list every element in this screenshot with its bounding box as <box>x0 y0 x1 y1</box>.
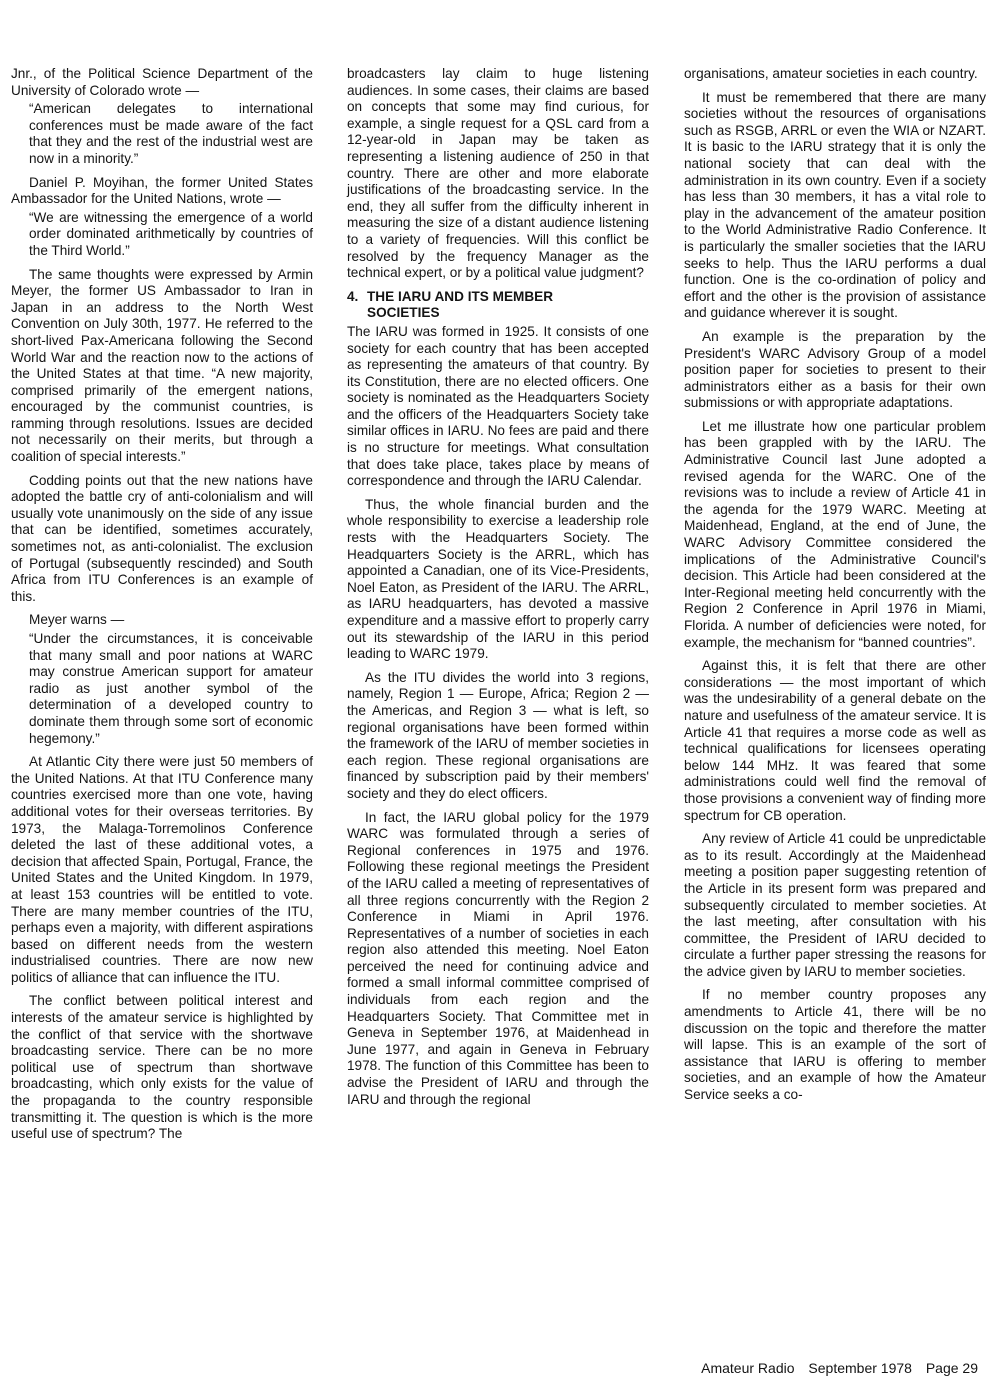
paragraph: Let me illustrate how one particular problem has been grappled with by the IARU. The Administrative Council last June adopted a revised agenda for the WARC. One of the revisions was to include a review of Article 41 in the agenda for the 1979 WARC. Meeting at Maidenhead, England, at the end of June, the WARC Advisory Committee considered the implications of the Administrative Council's decision. This Article had been considered at the Inter-Regional meeting held concurrently with the Region 2 Conference in April 1976 in Miami, Florida. A number of deficiencies were noted, for example, the mechanism for “banned countries”. <box>684 418 986 650</box>
paragraph: broadcasters lay claim to huge listening audiences. In some cases, their claims are based on concepts that some may find curious, for example, a single request for a QSL card from a 12-year-old in Japan may be taken as representing a listening audience of 250 in that country. There are other and more elaborate justifications of the broadcasting service. In the end, they all suffer from the difficulty inherent in measuring the size of a distant audience listening to a variety of frequencies. Will this conflict be resolved by the frequency Manager as the technical expert, or by a political value judgment? <box>347 66 649 281</box>
block-quote: “Under the circumstances, it is conceivable that many small and poor nations at WARC may construe American support for amateur radio as just another symbol of the determination of a developed country to dominate them through some sort of economic hegemony.” <box>29 631 313 746</box>
paragraph: Codding points out that the new nations have adopted the battle cry of anti-colonialism and will usually vote unanimously on the side of any issue that can be identified, sometimes accurately, sometimes not, as anti-colonialist. The exclusion of Portugal (subsequently rescinded) and South Africa from ITU Conferences is an example of this. <box>11 472 313 604</box>
paragraph: An example is the preparation by the President's WARC Advisory Group of a model position paper for societies to present to their administrators either as a basis for their own submissions or with appropriate adaptations. <box>684 328 986 411</box>
paragraph: Meyer warns — <box>29 612 125 628</box>
paragraph: The conflict between political interest and interests of the amateur service is highlighted by the conflict of that service with the shortwave broadcasting service. There can be no more political use of spectrum than shortwave broadcasting, which only exists for the value of the propaganda to the country responsible transmitting it. The question is which is the more useful use of spectrum? The <box>11 993 313 1142</box>
section-title-line-1: THE IARU AND ITS MEMBER <box>367 288 554 304</box>
block-quote: “We are witnessing the emergence of a world order dominated arithmetically by countries of the Third World.” <box>29 209 313 258</box>
paragraph: If no member country proposes any amendments to Article 41, there will be no discussion on the topic and therefore the matter will lapse. This is an example of the sort of assistance that IARU is offering to member societies, and an example of how the Amateur Service seeks a co- <box>684 987 986 1103</box>
paragraph: The same thoughts were expressed by Armin Meyer, the former US Ambassador to Iran in Japan in an address to the North West Convention on July 30th, 1977. He referred to the short-lived Pax-Americana following the Second World War and the reaction now to the actions of the United States at that time. “A new majority, comprised primarily of the emergent nations, encouraged by the communist countries, is ramming through resolutions. Issues are decided not necessarily on their merits, but through a coalition of special interests.” <box>11 266 313 465</box>
section-title-line-2: SOCIETIES <box>367 305 440 321</box>
text-column-3 <box>684 66 986 1111</box>
publication-name: Amateur Radio <box>701 1360 795 1376</box>
paragraph: Any review of Article 41 could be unpredictable as to its result. Accordingly at the Maidenhead meeting a position paper suggesting retention of the Article in its present form was prepared and subsequently circulated to member societies. At the last meeting, after consultation with his committee, the President of IARU decided to circulate a further paper stressing the reasons for the advice given by IARU to member societies. <box>684 831 986 979</box>
page-footer <box>691 1359 978 1377</box>
paragraph: Against this, it is felt that there are other considerations — the most important of which was the undesirability of a general debate on the nature and usefulness of the amateur service. It is Article 41 that requires a morse code as well as technical qualifications for licensees operating below 144 MHz. It was feared that some administrations could well find the removal of those provisions a convenient way of finding more spectrum for CB operation. <box>684 658 986 823</box>
text-column-1 <box>11 66 313 1150</box>
paragraph: In fact, the IARU global policy for the 1979 WARC was formulated through a series of Regional conferences in 1975 and 1976. Following these regional meetings the President of the IARU called a meeting of representatives of all three regions concurrently with the Region 2 Conference in Miami in April 1976. Representatives of a number of societies in each region also attended this meeting. Noel Eaton perceived the need for continuing advice and formed a small informal committee comprised of individuals from each region and the Headquarters Society. That Committee met in Geneva in September 1976, at Maidenhead in June 1977, and again in Geneva in February 1978. The function of this Committee has been to advise the President of IARU and through the IARU and through the regional <box>347 809 649 1107</box>
block-quote: “American delegates to international conferences must be made aware of the fact that they and the rest of the industrial west are now in a minority.” <box>29 101 313 166</box>
page-number: Page 29 <box>925 1360 978 1376</box>
paragraph: It must be remembered that there are many societies without the resources of organisations such as RSGB, ARRL or even the WIA or NZART. It is basic to the IARU strategy that it is only the national society that can deal with the administration in its own country. Even if a society has less than 30 members, it has a vital role to play in the advancement of the amateur position to the World Administrative Radio Conference. It is particularly the smaller societies that the IARU seeks to help. Thus the IARU performs a dual function. One is the co-ordination of policy and effort and the other is the provision of assistance and guidance wherever it is sought. <box>684 89 986 321</box>
text-column-2 <box>347 66 649 1115</box>
paragraph: organisations, amateur societies in each country. <box>684 66 978 81</box>
issue-date: September 1978 <box>808 1360 912 1376</box>
paragraph: Daniel P. Moyihan, the former United States Ambassador for the United Nations, wrote — <box>11 174 313 207</box>
paragraph: Thus, the whole financial burden and the whole responsibility to exercise a leadership role rests with the Headquarters Society. The Headquarters Society is the ARRL, which has appointed a Canadian, one of its Vice-Presidents, Noel Eaton, as President of the IARU. The ARRL, as IARU headquarters, has devoted a massive expenditure and a massive effort to properly carry out its stewardship of the IARU in this period leading to WARC 1979. <box>347 496 649 662</box>
paragraph: As the ITU divides the world into 3 regions, namely, Region 1 — Europe, Africa; Region 2 — the Americas, and Region 3 — what is left, so regional organisations have been formed within the framework of the IARU of member societies in each region. These regional organisations are financed by subscription paid by their members' society and they do elect officers. <box>347 669 649 801</box>
paragraph: At Atlantic City there were just 50 members of the United Nations. At that ITU Conference many countries exercised more than one vote, having additional votes for their overseas territories. By 1973, the Malaga-Torremolinos Conference deleted the last of these additional votes, a decision that affected Spain, Portugal, France, the United States and the United Kingdom. In 1979, at least 153 countries will be entitled to vote. There are many member countries of the ITU, perhaps even a majority, with different aspirations based on different needs from the western industrialised countries. There are now new politics of alliance that can influence the ITU. <box>11 754 313 985</box>
paragraph: The IARU was formed in 1925. It consists of one society for each country that has been accepted as representing the amateurs of that country. By its Constitution, there are no elected officers. One society is nominated as the Headquarters Society and the officers of the Headquarters Society take similar offices in IARU. No fees are paid and there is no structure for meetings. What consultation that does take place, takes place by means of correspondence and through the IARU Calendar. <box>347 323 649 489</box>
section-heading <box>347 289 649 322</box>
paragraph: Jnr., of the Political Science Department of the University of Colorado wrote — <box>11 66 313 98</box>
section-number: 4. <box>347 288 359 304</box>
